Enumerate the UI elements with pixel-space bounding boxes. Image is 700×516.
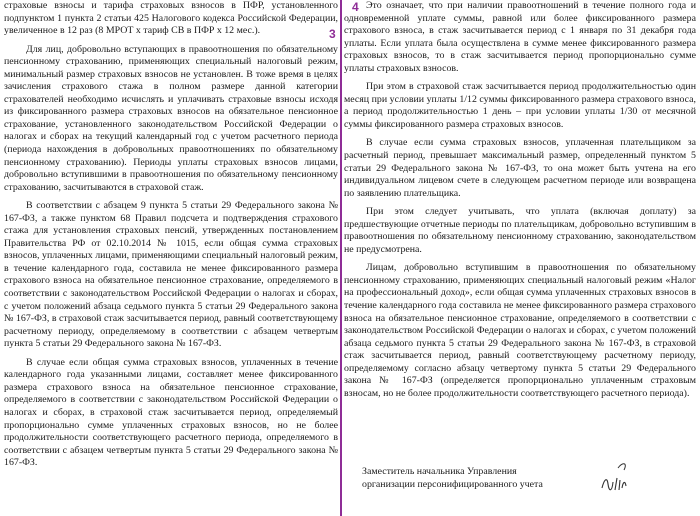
signature-title-line2: организации персонифицированного учета xyxy=(362,478,543,490)
paragraph-right-3: В случае если сумма страховых взносов, уплаченная плательщиком за расчетный период, превышает максимальный размер, определенный пунктом 5 статьи 29 Федерального закона № 167-ФЗ, то она может быть учтена на его индивидуальном лицевом счете в следующем расчетном периоде или возвращена по заявлению плательщика. xyxy=(344,137,696,199)
paragraph-left-2: Для лиц, добровольно вступающих в правоотношения по обязательному пенсионному страхованию, применяющих специальный налоговый режим, минимальный размер страховых взносов не установлен. В тоже время в целях зачисления страхового стажа в полном размере данной категории страхователей необходимо исчислять и уплачивать страховые взносы исходя из фиксированного размера страховых взносов на обязательное пенсионное страхование, установленного законодательством Российской Федерации о налогах и сборах на текущий календарный год с учетом расчетного периода (периода нахождения в добровольных правоотношениях по обязательному пенсионному страхованию). Периоды уплаты страховых взносов лицами, добровольно вступившими в правоотношения по обязательному пенсионному страхованию, засчитываются в страховой стаж. xyxy=(4,43,338,193)
page-number-left: 3 xyxy=(329,27,336,41)
paragraph-left-4: В случае если общая сумма страховых взносов, уплаченных в течение календарного года указанными лицами, составляет менее фиксированного размера страхового взноса на обязательное пенсионное страхование, определяемого в соответствии с законодательством Российской Федерации о налогах и сборах, в страховой стаж засчитывается период, определяемый пропорционально сумме уплаченных страховых взносов, но не более продолжительности соответствующего расчетного периода, определяемого в соответствии с абзацем четвертым пункта 5 статьи 29 Федерального закона № 167-ФЗ. xyxy=(4,356,338,469)
handwritten-signature xyxy=(598,458,638,498)
right-column xyxy=(344,0,696,516)
column-divider xyxy=(340,0,342,516)
paragraph-right-2: При этом в страховой стаж засчитывается период продолжительностью один месяц при условии уплаты 1/12 суммы фиксированного размера страхового взноса, а период продолжительностью 1 день – при условии уплаты 1/30 от месячной суммы фиксированного размера страховых взносов. xyxy=(344,81,696,130)
signature-block xyxy=(362,466,582,491)
left-column xyxy=(4,0,338,516)
paragraph-left-1: страховые взносы и тарифа страховых взносов в ПФР, установленного подпунктом 1 пункта 2 статьи 425 Налогового кодекса Российской Федерации, увеличенное в 12 раз (8 МРОТ х тариф СВ в ПФР х 12 мес.). xyxy=(4,0,338,37)
paragraph-left-3: В соответствии с абзацем 9 пункта 5 статьи 29 Федерального закона № 167-ФЗ, а также пунктом 68 Правил подсчета и подтверждения страхового стажа для установления страховых пенсий, утвержденных постановлением Правительства РФ от 02.10.2014 № 1015, если общая сумма страховых взносов, уплаченных лицами, применяющими специальный налоговый режим, в течение календарного года, составила не менее фиксированного размера страхового взноса на обязательное пенсионное страхование, определяемого в соответствии с законодательством Российской Федерации о налогах и сборах, с учетом положений абзаца седьмого пункта 5 статьи 29 Федерального закона № 167-ФЗ, в страховой стаж засчитывается период, равный соответствующему расчетному периоду, определяемому в соответствии с абзацем четвертым пункта 5 статьи 29 Федерального закона № 167-ФЗ. xyxy=(4,200,338,350)
paragraph-right-1: Это означает, что при наличии правоотношений в течение полного года и одновременной уплате суммы, равной или более фиксированного размера страхового взноса, в стаж засчитывается период с 1 января по 31 декабря года уплаты. Если уплата была осуществлена в сумме менее фиксированного размера страховых взносов, то в стаж засчитывается период пропорционально сумме уплаты страховых взносов. xyxy=(344,0,696,74)
page-number-right: 4 xyxy=(352,0,359,14)
paragraph-right-5: Лицам, добровольно вступившим в правоотношения по обязательному пенсионному страхованию, применяющих специальный налоговый режим «Налог на профессиональный доход», если общая сумма уплаченных страховых взносов в течение календарного года составила не менее фиксированного размера страхового взноса на обязательное пенсионное страхование, определяемого в соответствии с законодательством Российской Федерации о налогах и сборах, с учетом положений абзаца седьмого пункта 5 статьи 29 Федерального закона № 167-ФЗ, в страховой стаж засчитывается период, равный соответствующему расчетному периоду, определяемому согласно абзацу четвертому пункта 5 статьи 29 Федерального закона № 167-ФЗ (определяется пропорционально уплаченным страховым взносам, но не более продолжительности соответствующего расчетного периода). xyxy=(344,262,696,399)
signature-title-line1: Заместитель начальника Управления xyxy=(362,466,517,477)
paragraph-right-4: При этом следует учитывать, что уплата (включая доплату) за предшествующие отчетные периоды по плательщикам, добровольно вступившим в правоотношения по обязательному пенсионному страхованию, законодательством не предусмотрена. xyxy=(344,206,696,255)
